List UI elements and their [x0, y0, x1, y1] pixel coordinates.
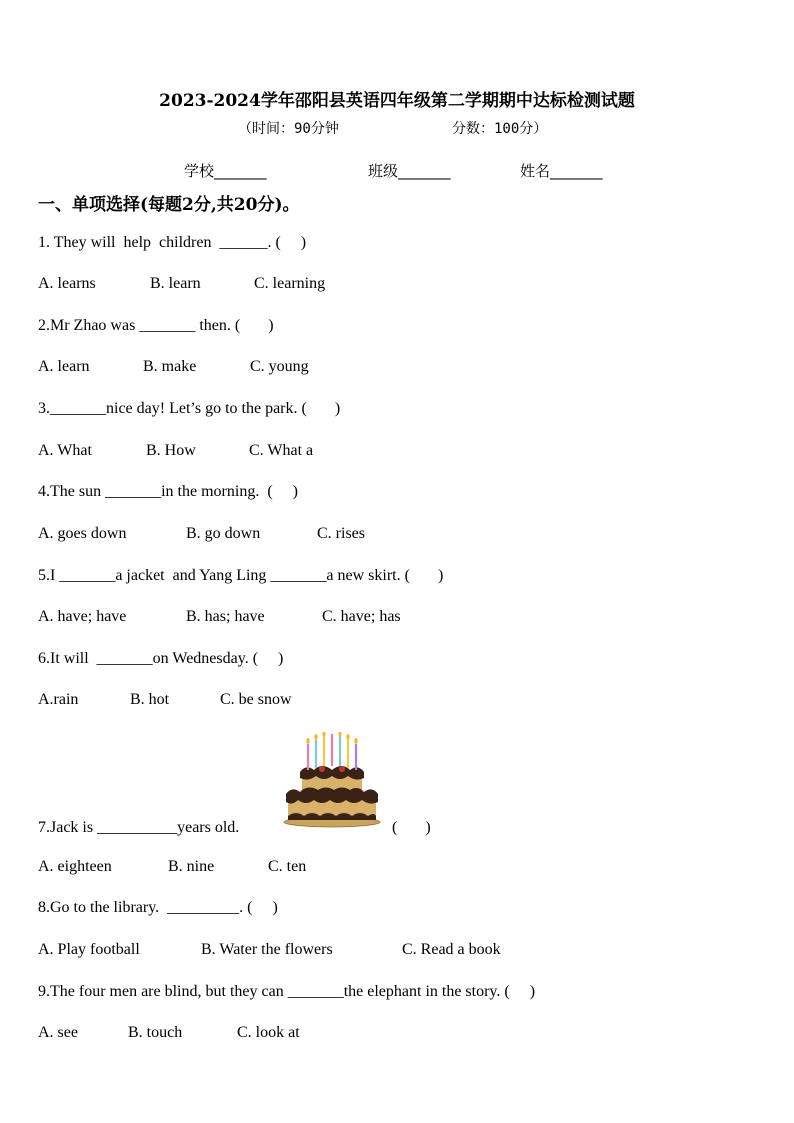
question-5: 5.I _______a jacket and Yang Ling _______a new skirt. ( ) [38, 567, 444, 584]
q3-option-c: C. What a [249, 442, 314, 459]
school-field: 学校_______ [184, 162, 267, 180]
q2-option-c: C. young [250, 358, 309, 375]
q6-option-b: B. hot [130, 691, 170, 708]
question-1: 1. They will help children ______. ( ) [38, 234, 307, 251]
q6-option-c: C. be snow [220, 691, 292, 708]
q3-option-b: B. How [146, 442, 196, 459]
exam-title: 2023-2024学年邵阳县英语四年级第二学期期中达标检测试题 [159, 91, 635, 111]
q7-option-a: A. eighteen [38, 858, 112, 875]
section-heading: 一、单项选择(每题2分,共20分)。 [38, 195, 300, 215]
q5-option-a: A. have; have [38, 608, 127, 625]
q2-option-a: A. learn [38, 358, 90, 375]
q1-option-c: C. learning [254, 275, 326, 292]
question-4: 4.The sun _______in the morning. ( ) [38, 483, 298, 500]
q1-option-b: B. learn [150, 275, 201, 292]
q6-option-a: A.rain [38, 691, 79, 708]
birthday-cake-icon [282, 732, 384, 828]
class-field: 班级_______ [368, 162, 451, 180]
question-8: 8.Go to the library. _________. ( ) [38, 899, 278, 916]
q5-option-c: C. have; has [322, 608, 401, 625]
q8-option-c: C. Read a book [402, 941, 501, 958]
q1-option-a: A. learns [38, 275, 96, 292]
q8-option-a: A. Play football [38, 941, 140, 958]
q9-option-b: B. touch [128, 1024, 183, 1041]
exam-subtitle [238, 118, 548, 138]
question-7: 7.Jack is __________years old. [38, 819, 240, 836]
name-field: 姓名_______ [520, 162, 603, 180]
question-3: 3._______nice day! Let’s go to the park. ( ) [38, 400, 341, 417]
q8-option-b: B. Water the flowers [201, 941, 333, 958]
q7-answer-bracket: ( ) [392, 819, 431, 836]
question-6: 6.It will _______on Wednesday. ( ) [38, 650, 284, 667]
q3-option-a: A. What [38, 442, 92, 459]
question-9: 9.The four men are blind, but they can _______the elephant in the story. ( ) [38, 983, 536, 1000]
q7-option-c: C. ten [268, 858, 307, 875]
q9-option-a: A. see [38, 1024, 78, 1041]
q7-option-b: B. nine [168, 858, 215, 875]
question-2: 2.Mr Zhao was _______ then. ( ) [38, 317, 274, 334]
score-label: 分数：100分） [452, 121, 548, 137]
q4-option-c: C. rises [317, 525, 365, 542]
q5-option-b: B. has; have [186, 608, 265, 625]
q2-option-b: B. make [143, 358, 197, 375]
time-label: （时间：90分钟 [238, 121, 339, 137]
q9-option-c: C. look at [237, 1024, 300, 1041]
q4-option-b: B. go down [186, 525, 261, 542]
q4-option-a: A. goes down [38, 525, 127, 542]
